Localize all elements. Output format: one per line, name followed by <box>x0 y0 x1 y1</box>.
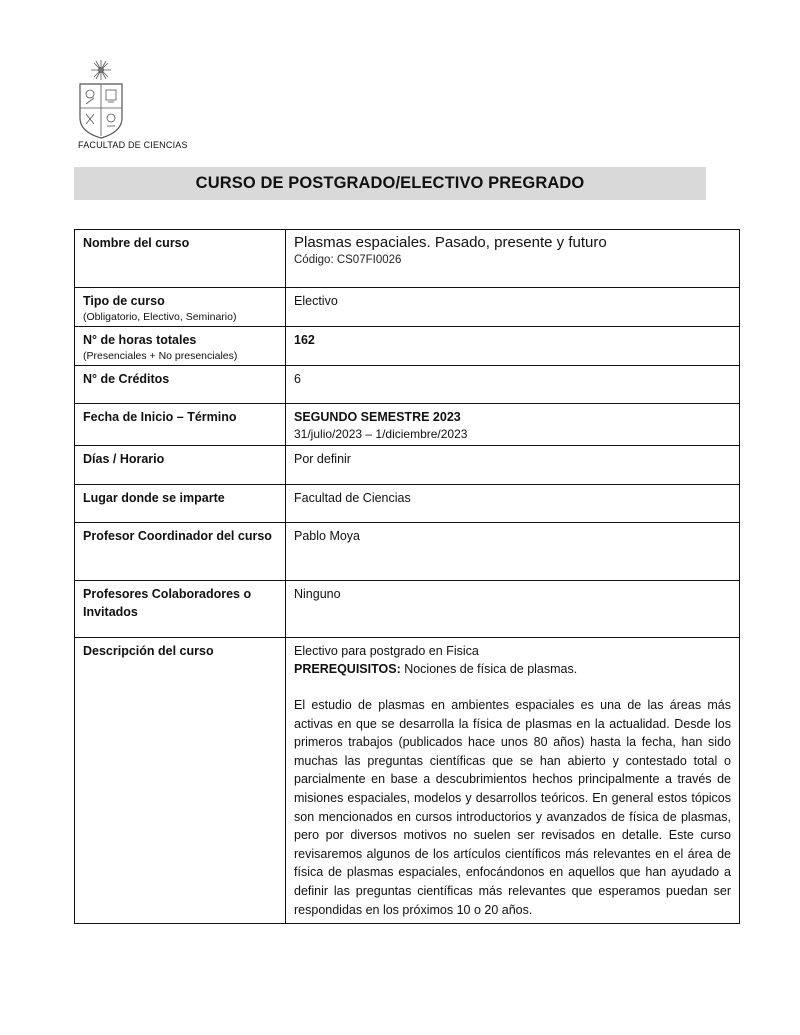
course-type-value: Electivo <box>286 288 740 327</box>
row-coordinator <box>75 523 740 581</box>
course-type-sublabel: (Obligatorio, Electivo, Seminario) <box>83 311 237 323</box>
coordinator-value: Pablo Moya <box>286 523 740 581</box>
description-label: Descripción del curso <box>75 638 286 924</box>
description-line1: Electivo para postgrado en Fisica <box>294 644 479 658</box>
credits-value: 6 <box>286 366 740 404</box>
coordinator-label: Profesor Coordinador del curso <box>75 523 286 581</box>
dates-label: Fecha de Inicio – Término <box>75 404 286 446</box>
date-range-value: 31/julio/2023 – 1/diciembre/2023 <box>294 427 468 441</box>
semester-value: SEGUNDO SEMESTRE 2023 <box>294 410 461 424</box>
total-hours-value: 162 <box>286 327 740 366</box>
location-label: Lugar donde se imparte <box>75 485 286 523</box>
course-name-label: Nombre del curso <box>75 230 286 288</box>
course-type-label: Tipo de curso <box>83 294 165 308</box>
location-value: Facultad de Ciencias <box>286 485 740 523</box>
course-info-table <box>74 229 740 924</box>
faculty-name: FACULTAD DE CIENCIAS <box>78 140 188 150</box>
row-description <box>75 638 740 924</box>
title-banner <box>74 167 706 200</box>
collaborators-label: Profesores Colaboradores o Invitados <box>75 581 286 638</box>
row-schedule <box>75 446 740 485</box>
total-hours-label: N° de horas totales <box>83 333 197 347</box>
description-cell <box>286 638 740 924</box>
prerequisites-value: Nociones de física de plasmas. <box>400 662 578 676</box>
dates-cell <box>286 404 740 446</box>
prerequisites-line <box>294 660 731 678</box>
row-course-type <box>75 288 740 327</box>
course-code: Código: CS07FI0026 <box>294 254 402 266</box>
row-total-hours <box>75 327 740 366</box>
schedule-value: Por definir <box>286 446 740 485</box>
university-crest-logo <box>74 58 128 142</box>
course-name-cell <box>286 230 740 288</box>
row-location <box>75 485 740 523</box>
description-paragraph: El estudio de plasmas en ambientes espaciales es una de las áreas más activas en que se desarrolla la física de plasmas en la actualidad. Desde los primeros trabajos (publicados hace unos 80 años) hasta la fecha, han sido muchas las preguntas científicas que se han abierto y contestado total o parcialmente en base a descubrimientos hechos principalmente a través de misiones espaciales, modelos y desarrollos teóricos. En general estos tópicos son mencionados en cursos introductorios y avanzados de física de plasmas, pero por diversos motivos no suelen ser revisados en detalle. Este curso revisaremos algunos de los artículos científicos más relevantes en el área de física de plasmas espaciales, enfocándonos en aquellos que han ayudado a definir las preguntas científicas más relevantes que esperamos puedan ser respondidas en los próximos 10 o 20 años. <box>294 698 731 917</box>
course-name-value: Plasmas espaciales. Pasado, presente y futuro <box>294 234 607 251</box>
collaborators-value: Ninguno <box>286 581 740 638</box>
row-dates <box>75 404 740 446</box>
course-type-label-cell <box>75 288 286 327</box>
schedule-label: Días / Horario <box>75 446 286 485</box>
total-hours-label-cell <box>75 327 286 366</box>
row-credits <box>75 366 740 404</box>
row-course-name <box>75 230 740 288</box>
prerequisites-label: PREREQUISITOS: <box>294 662 401 676</box>
page-title: CURSO DE POSTGRADO/ELECTIVO PREGRADO <box>195 174 585 192</box>
credits-label: N° de Créditos <box>75 366 286 404</box>
row-collaborators <box>75 581 740 638</box>
total-hours-sublabel: (Presenciales + No presenciales) <box>83 350 238 362</box>
